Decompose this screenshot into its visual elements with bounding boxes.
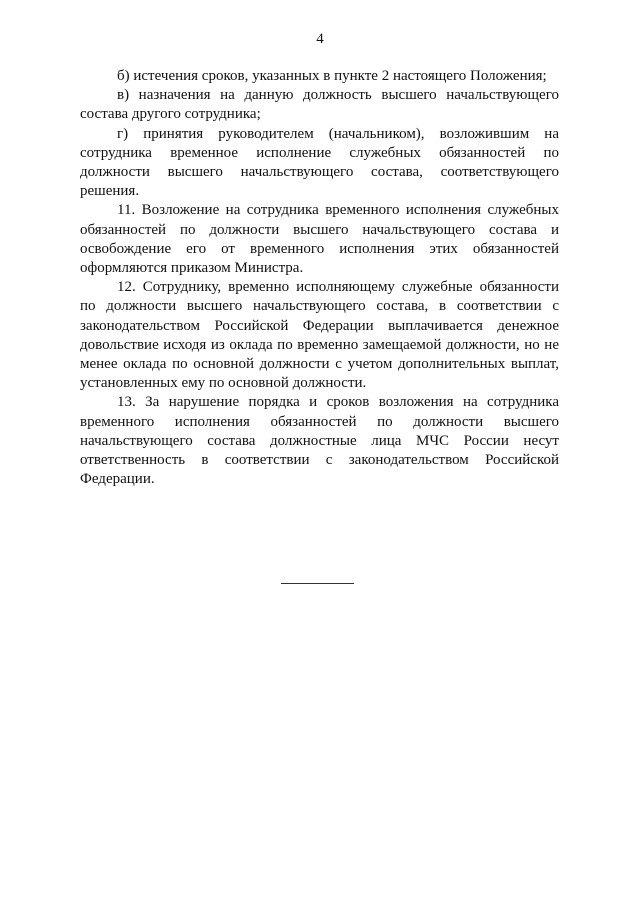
paragraph-13: 13. За нарушение порядка и сроков возложения на сотрудника временного исполнения обязанностей по должности высшего начальствующего состава должностные лица МЧС России несут ответственность в соответствии с законодательством Российской Федерации. [80,394,559,488]
paragraph-12: 12. Сотруднику, временно исполняющему служебные обязанности по должности высшего начальствующего состава, в соответствии с законодательством Российской Федерации выплачивается денежное довольствие исходя из оклада по временно замещаемой должности, но не менее оклада по основной должности с учетом дополнительных выплат, установленных ему по основной должности. [80,279,559,392]
paragraph-g: г) принятия руководителем (начальником), возложившим на сотрудника временное исполнение служебных обязанностей по должности высшего начальствующего состава, соответствующего решения. [80,125,559,200]
end-divider [281,583,354,584]
page-number: 4 [316,31,324,47]
document-body [80,67,559,489]
paragraph-v: в) назначения на данную должность высшего начальствующего состава другого сотрудника; [80,87,559,123]
paragraph-11: 11. Возложение на сотрудника временного исполнения служебных обязанностей по должности высшего начальствующего состава и освобождение его от временного исполнения этих обязанностей оформляются приказом Министра. [80,202,559,277]
paragraph-b: б) истечения сроков, указанных в пункте 2 настоящего Положения; [117,68,547,84]
